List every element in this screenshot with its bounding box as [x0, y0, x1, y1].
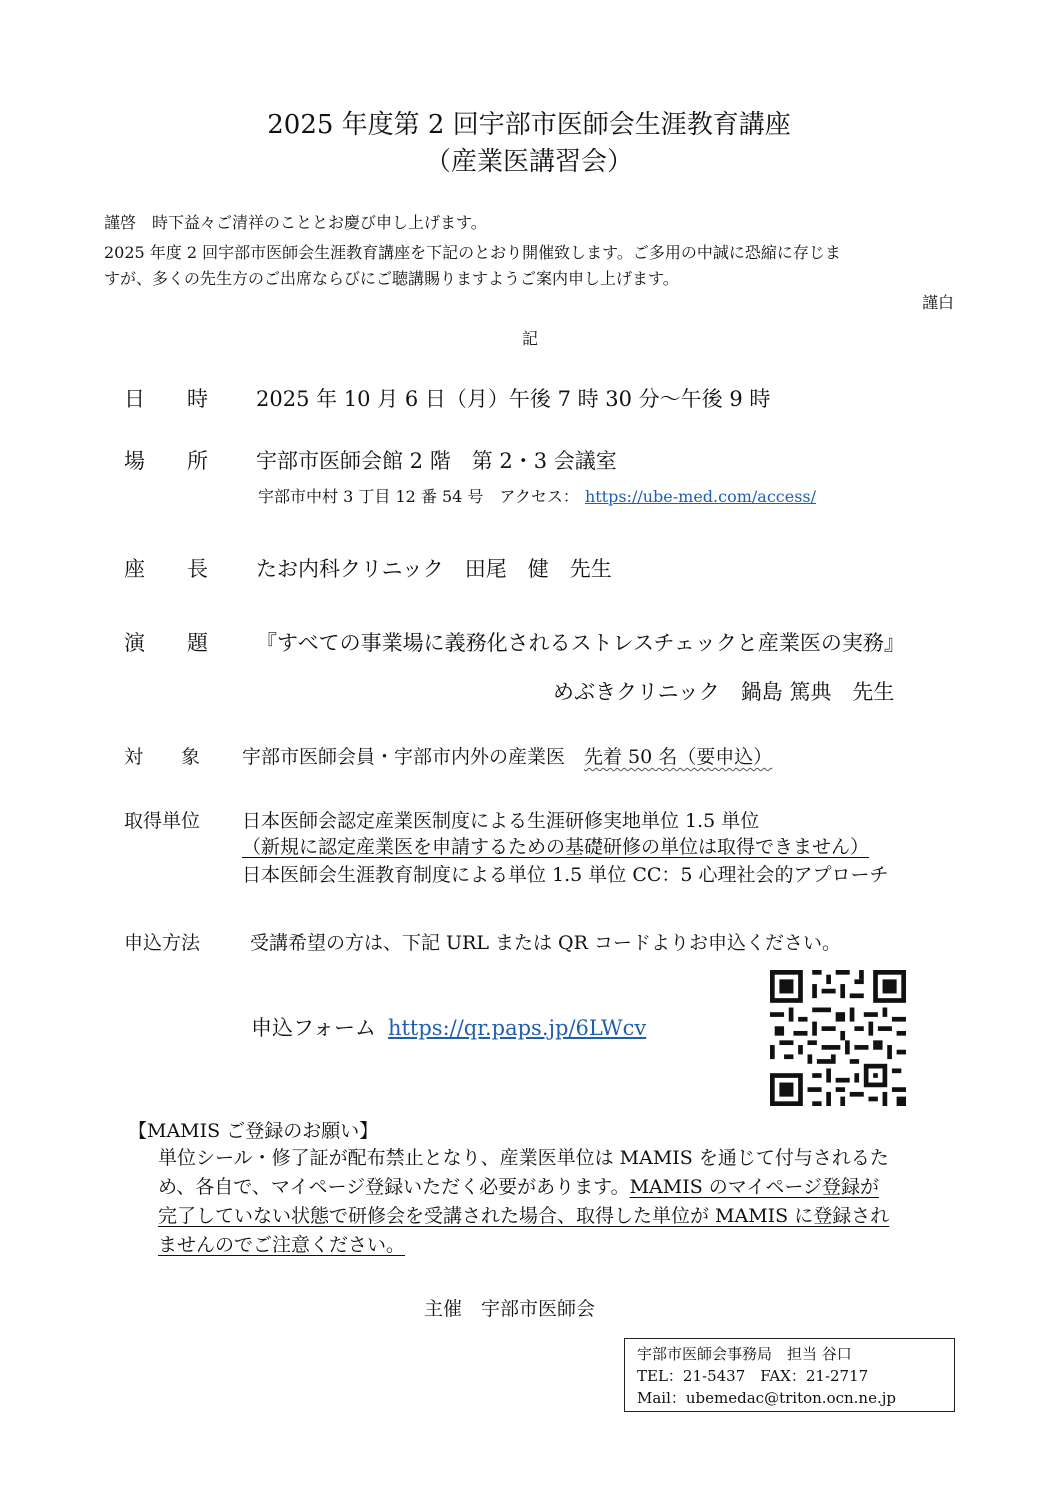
chair-label: 座 長 — [124, 557, 208, 581]
venue-value: 宇部市医師会館 2 階 第 2・3 会議室 — [256, 449, 617, 473]
page-title-line1: 2025 年度第 2 回宇部市医師会生涯教育講座 — [267, 110, 791, 140]
ki-mark: 記 — [522, 329, 539, 348]
credits-label: 取得単位 — [124, 810, 201, 832]
intro-line3: すが、多くの先生方のご出席ならびにご聴講賜りますようご案内申し上げます。 — [104, 269, 679, 288]
contact-box — [624, 1338, 955, 1412]
target-value: 宇部市医師会員・宇部市内外の産業医 — [242, 746, 585, 768]
date-label: 日 時 — [124, 387, 208, 411]
contact-phone-fax: TEL：21-5437 FAX：21-2717 — [637, 1367, 869, 1385]
venue-label: 場 所 — [124, 449, 208, 473]
apply-label: 申込方法 — [124, 932, 201, 954]
apply-form-label: 申込フォーム — [251, 1016, 376, 1040]
mamis-line2-plain: め、各自で、マイページ登録いただく必要があります。 — [158, 1176, 630, 1198]
intro-line2: 2025 年度 2 回宇部市医師会生涯教育講座を下記のとおり開催致します。ご多用の中誠に恐縮に存じま — [104, 243, 841, 262]
mamis-heading: 【MAMIS ご登録のお願い】 — [128, 1120, 379, 1142]
intro-closing: 謹白 — [922, 293, 955, 312]
chair-value: たお内科クリニック 田尾 健 先生 — [256, 557, 612, 581]
qr-code-icon[interactable] — [770, 970, 906, 1106]
contact-email[interactable]: Mail：ubemedac@triton.ocn.ne.jp — [637, 1389, 896, 1407]
credits-line1: 日本医師会認定産業医制度による生涯研修実地単位 1.5 単位 — [242, 810, 760, 832]
apply-value: 受講希望の方は、下記 URL または QR コードよりお申込ください。 — [250, 932, 841, 954]
date-value: 2025 年 10 月 6 日（月）午後 7 時 30 分～午後 9 時 — [256, 387, 771, 411]
mamis-line1: 単位シール・修了証が配布禁止となり、産業医単位は MAMIS を通じて付与されるた — [158, 1147, 889, 1169]
lecture-title: 『すべての事業場に義務化されるストレスチェックと産業医の実務』 — [256, 631, 905, 655]
credits-line2: （新規に認定産業医を申請するための基礎研修の単位は取得できません） — [242, 836, 870, 858]
lecture-label: 演 題 — [124, 631, 208, 655]
contact-office: 宇部市医師会事務局 担当 谷口 — [637, 1345, 852, 1363]
mamis-line2 — [158, 1173, 889, 1202]
lecture-speaker: めぶきクリニック 鍋島 篤典 先生 — [553, 680, 895, 704]
target-label: 対 象 — [124, 746, 201, 768]
target-capacity: 先着 50 名（要申込） — [584, 746, 773, 768]
mamis-line3: 完了していない状態で研修会を受講された場合、取得した単位が MAMIS に登録され — [158, 1205, 890, 1227]
apply-form-link[interactable]: https://qr.paps.jp/6LWcv — [387, 1016, 647, 1040]
apply-form-row — [251, 1012, 646, 1042]
mamis-body — [158, 1144, 889, 1260]
access-link[interactable]: https://ube-med.com/access/ — [584, 487, 817, 506]
credits-line3: 日本医師会生涯教育制度による単位 1.5 単位 CC：5 心理社会的アプローチ — [242, 864, 889, 886]
venue-address-text: 宇部市中村 3 丁目 12 番 54 号 アクセス： — [258, 487, 579, 506]
host: 主催 宇部市医師会 — [424, 1298, 596, 1320]
page-title-line2: （産業医講習会） — [424, 147, 633, 177]
mamis-line2-underlined: MAMIS のマイページ登録が — [629, 1176, 880, 1198]
mamis-line4: ませんのでご注意ください。 — [158, 1234, 406, 1256]
intro-greeting: 謹啓 時下益々ご清祥のこととお慶び申し上げます。 — [104, 213, 487, 232]
target-value-row — [242, 742, 772, 769]
venue-address — [258, 484, 816, 507]
